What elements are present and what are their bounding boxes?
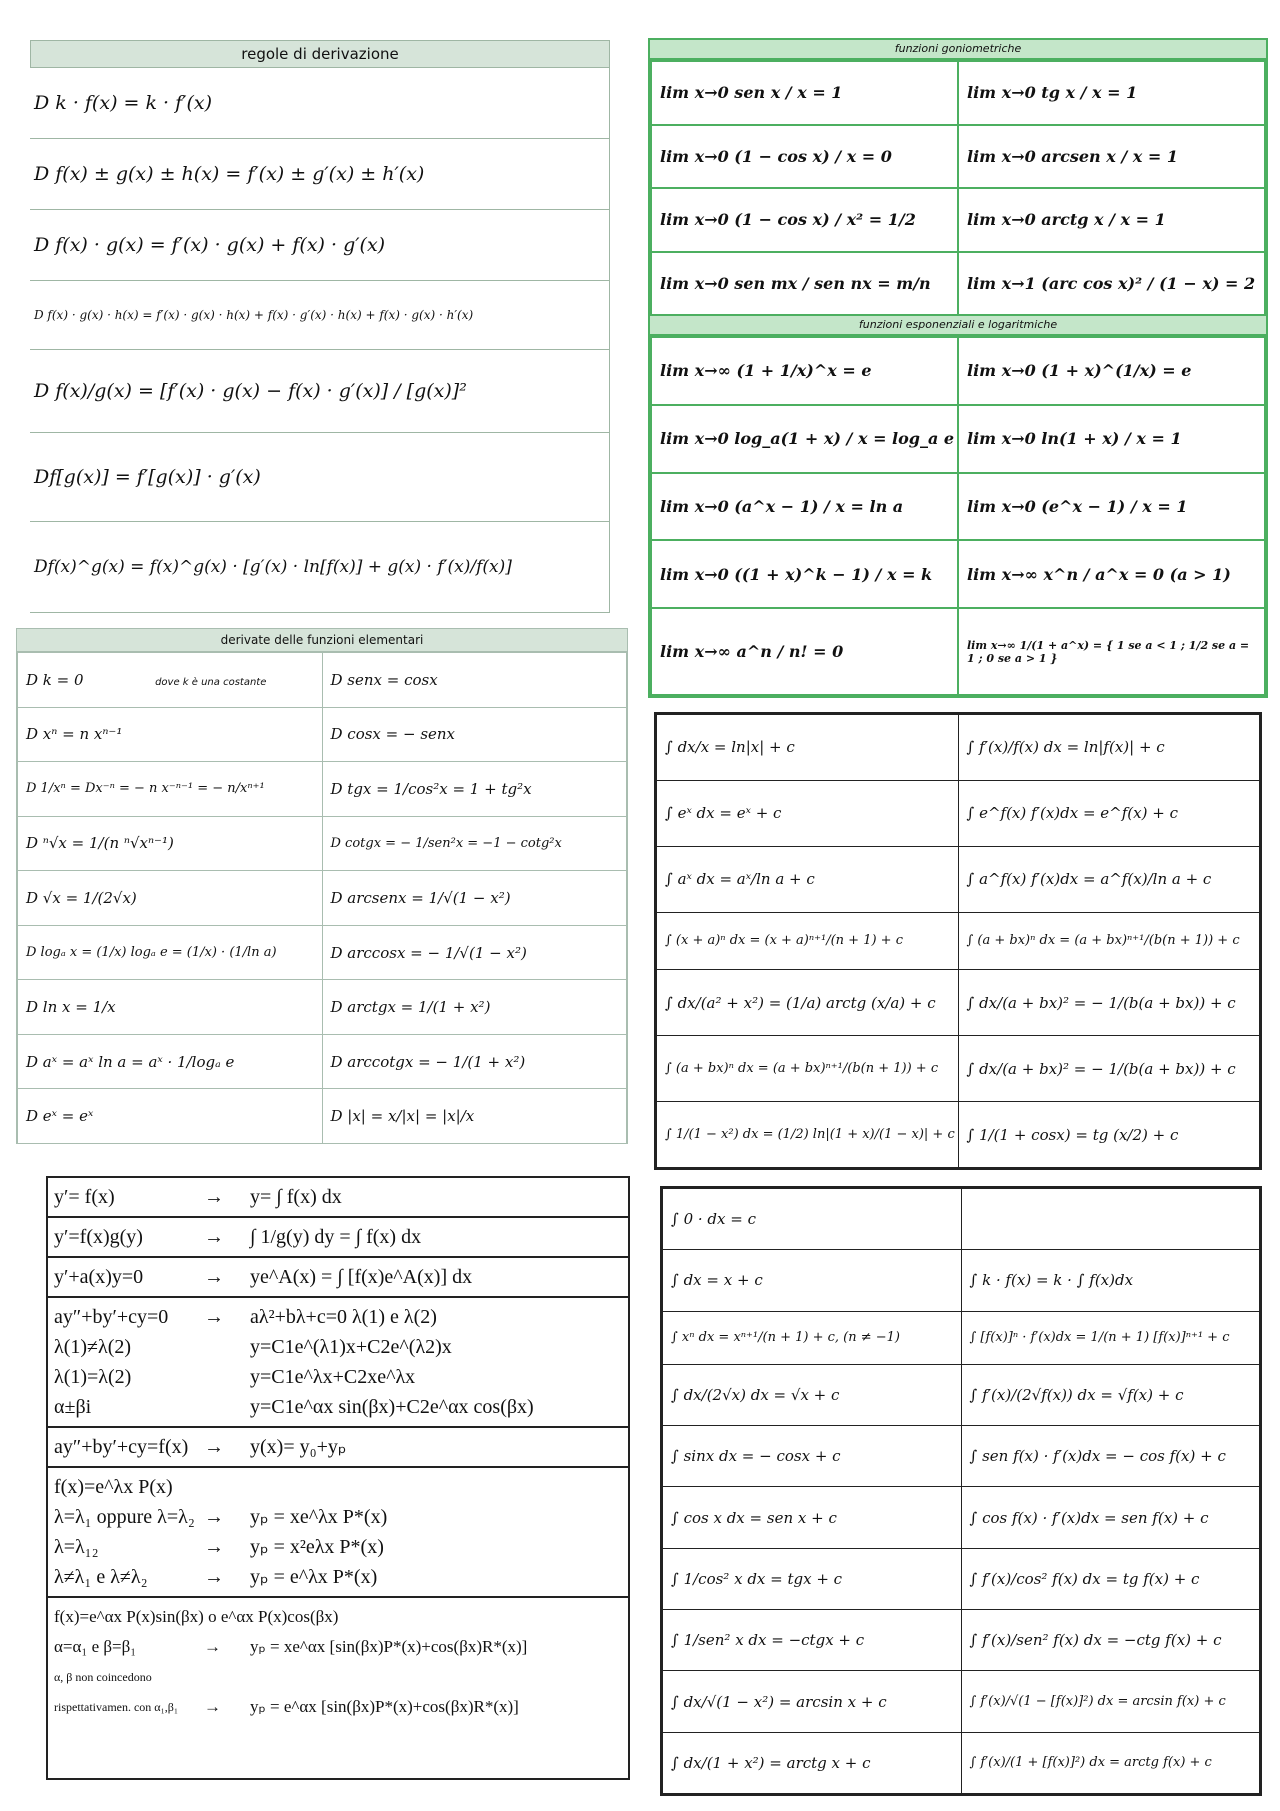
derivative-cell: D arcsenx = 1/√(1 − x²)	[322, 871, 627, 926]
integral-cell: ∫ 1/cos² x dx = tgx + c	[663, 1548, 962, 1609]
ode-section: ay″+by′+cy=0 → aλ²+bλ+c=0 λ(1) e λ(2) λ(1)≠λ(2) y=C1e^(λ1)x+C2e^(λ2)x λ(1)=λ(2) y=C1e^λx+C2xe^λx α±βi y=C1e^αx sin(βx)+C2e^αx cos(βx)	[48, 1298, 628, 1428]
limit-cell: lim x→0 arcsen x / x = 1	[958, 125, 1265, 189]
integral-cell: ∫ 1/(1 − x²) dx = (1/2) ln|(1 + x)/(1 − x)| + c	[657, 1102, 959, 1168]
integral-cell: ∫ eˣ dx = eˣ + c	[657, 780, 959, 846]
integral-cell: ∫ f′(x)/cos² f(x) dx = tg f(x) + c	[961, 1548, 1260, 1609]
gonio-title: funzioni goniometriche	[650, 40, 1266, 60]
integrals-table-2	[660, 1186, 1262, 1796]
limit-cell: lim x→0 (a^x − 1) / x = ln a	[651, 473, 958, 541]
elementary-derivatives-table	[16, 628, 628, 1144]
derivative-cell: D cotgx = − 1/sen²x = −1 − cotg²x	[322, 816, 627, 871]
integral-cell: ∫ dx/(1 + x²) = arctg x + c	[663, 1732, 962, 1793]
limit-cell: lim x→∞ x^n / a^x = 0 (a > 1)	[958, 540, 1265, 608]
integral-cell: ∫ sen f(x) · f′(x)dx = − cos f(x) + c	[961, 1426, 1260, 1487]
integral-cell: ∫ f′(x)/(1 + [f(x)]²) dx = arctg f(x) + c	[961, 1732, 1260, 1793]
limit-cell: lim x→∞ (1 + 1/x)^x = e	[651, 337, 958, 405]
integral-cell: ∫ dx/(a + bx)² = − 1/(b(a + bx)) + c	[958, 1036, 1260, 1102]
integral-cell: ∫ dx = x + c	[663, 1250, 962, 1311]
integral-cell: ∫ dx/√(1 − x²) = arcsin x + c	[663, 1671, 962, 1732]
limit-cell: lim x→1 (arc cos x)² / (1 − x) = 2	[958, 252, 1265, 316]
rule-row: D f(x) · g(x) = f′(x) · g(x) + f(x) · g′(x)	[30, 210, 610, 281]
derivative-cell: D 1/xⁿ = Dx⁻ⁿ = − n x⁻ⁿ⁻¹ = − n/xⁿ⁺¹	[18, 762, 323, 817]
rule-row: Df[g(x)] = f′[g(x)] · g′(x)	[30, 433, 610, 522]
integral-cell: ∫ dx/x = ln|x| + c	[657, 715, 959, 781]
derivative-cell: D cosx = − senx	[322, 707, 627, 762]
integral-cell: ∫ xⁿ dx = xⁿ⁺¹/(n + 1) + c, (n ≠ −1)	[663, 1311, 962, 1364]
integral-cell	[961, 1189, 1260, 1250]
limit-cell: lim x→0 sen mx / sen nx = m/n	[651, 252, 958, 316]
rule-row: D f(x) · g(x) · h(x) = f′(x) · g(x) · h(x) + f(x) · g′(x) · h(x) + f(x) · g(x) · h′(x)	[30, 281, 610, 350]
limit-cell: lim x→0 tg x / x = 1	[958, 61, 1265, 125]
constant-note: dove k è una costante	[155, 676, 267, 688]
integral-cell: ∫ f′(x)/sen² f(x) dx = −ctg f(x) + c	[961, 1610, 1260, 1671]
derivative-cell: D ⁿ√x = 1/(n ⁿ√xⁿ⁻¹)	[18, 816, 323, 871]
derivative-cell: D k = 0 dove k è una costante	[18, 653, 323, 708]
derivative-cell: D arctgx = 1/(1 + x²)	[322, 980, 627, 1035]
ode-section: ay″+by′+cy=f(x) → y(x)= y₀+yₚ	[48, 1428, 628, 1468]
derivative-cell: D aˣ = aˣ ln a = aˣ · 1/logₐ e	[18, 1034, 323, 1089]
limit-cell: lim x→0 sen x / x = 1	[651, 61, 958, 125]
integral-cell: ∫ cos x dx = sen x + c	[663, 1487, 962, 1548]
expo-title: funzioni esponenziali e logaritmiche	[650, 316, 1266, 336]
rule-row: D f(x) ± g(x) ± h(x) = f′(x) ± g′(x) ± h′(x)	[30, 139, 610, 210]
derivation-rules-table	[30, 40, 610, 610]
integral-cell: ∫ aˣ dx = aˣ/ln a + c	[657, 846, 959, 912]
rule-row: Df(x)^g(x) = f(x)^g(x) · [g′(x) · ln[f(x)] + g(x) · f′(x)/f(x)]	[30, 522, 610, 613]
limit-cell: lim x→0 ((1 + x)^k − 1) / x = k	[651, 540, 958, 608]
integrals-table-1	[654, 712, 1262, 1170]
limit-cell: lim x→0 (1 + x)^(1/x) = e	[958, 337, 1265, 405]
limit-cell: lim x→0 arctg x / x = 1	[958, 188, 1265, 252]
limit-cell: lim x→0 ln(1 + x) / x = 1	[958, 405, 1265, 473]
integral-cell: ∫ 0 · dx = c	[663, 1189, 962, 1250]
derivative-cell: D √x = 1/(2√x)	[18, 871, 323, 926]
derivative-cell: D |x| = x/|x| = |x|/x	[322, 1089, 627, 1144]
integral-cell: ∫ e^f(x) f′(x)dx = e^f(x) + c	[958, 780, 1260, 846]
limit-cell: lim x→0 (e^x − 1) / x = 1	[958, 473, 1265, 541]
integral-cell: ∫ (a + bx)ⁿ dx = (a + bx)ⁿ⁺¹/(b(n + 1)) + c	[958, 912, 1260, 969]
elementary-title: derivate delle funzioni elementari	[17, 629, 627, 652]
integral-cell: ∫ f′(x)/√(1 − [f(x)]²) dx = arcsin f(x) + c	[961, 1671, 1260, 1732]
derivative-cell: D arccotgx = − 1/(1 + x²)	[322, 1034, 627, 1089]
limit-cell: lim x→0 log_a(1 + x) / x = log_a e	[651, 405, 958, 473]
integral-cell: ∫ a^f(x) f′(x)dx = a^f(x)/ln a + c	[958, 846, 1260, 912]
derivative-cell: D logₐ x = (1/x) logₐ e = (1/x) · (1/ln a)	[18, 925, 323, 980]
integral-cell: ∫ cos f(x) · f′(x)dx = sen f(x) + c	[961, 1487, 1260, 1548]
rule-row: D f(x)/g(x) = [f′(x) · g(x) − f(x) · g′(x)] / [g(x)]²	[30, 350, 610, 433]
rules-title: regole di derivazione	[30, 40, 610, 68]
derivative-cell: D ln x = 1/x	[18, 980, 323, 1035]
limit-cell: lim x→0 (1 − cos x) / x = 0	[651, 125, 958, 189]
ode-section: y′=f(x)g(y) → ∫ 1/g(y) dy = ∫ f(x) dx	[48, 1218, 628, 1258]
ode-section: y′= f(x) → y= ∫ f(x) dx	[48, 1178, 628, 1218]
integral-cell: ∫ sinx dx = − cosx + c	[663, 1426, 962, 1487]
derivative-cell: D xⁿ = n xⁿ⁻¹	[18, 707, 323, 762]
integral-cell: ∫ dx/(2√x) dx = √x + c	[663, 1364, 962, 1425]
rule-row: D k · f(x) = k · f′(x)	[30, 68, 610, 139]
ode-section: y′+a(x)y=0 → ye^A(x) = ∫ [f(x)e^A(x)] dx	[48, 1258, 628, 1298]
limits-table	[648, 38, 1268, 698]
integral-cell: ∫ f′(x)/(2√f(x)) dx = √f(x) + c	[961, 1364, 1260, 1425]
ode-section: f(x)=e^αx P(x)sin(βx) o e^αx P(x)cos(βx) α=α₁ e β=β₁ → yₚ = xe^αx [sin(βx)P*(x)+cos(βx)R*(x)] α, β non coincedono rispettativamen. con α₁,β₁ → yₚ = e^αx [sin(βx)P*(x)+cos(βx)R*(x)]	[54, 1607, 528, 1716]
integral-cell: ∫ [f(x)]ⁿ · f′(x)dx = 1/(n + 1) [f(x)]ⁿ⁺¹ + c	[961, 1311, 1260, 1364]
integral-cell: ∫ (a + bx)ⁿ dx = (a + bx)ⁿ⁺¹/(b(n + 1)) + c	[657, 1036, 959, 1102]
ode-section: f(x)=e^λx P(x) λ=λ₁ oppure λ=λ₂ → yₚ = xe^λx P*(x) λ=λ₁₂ → yₚ = x²eλx P*(x) λ≠λ₁ e λ≠λ₂ → yₚ = e^λx P*(x)	[48, 1468, 628, 1598]
integral-cell: ∫ f′(x)/f(x) dx = ln|f(x)| + c	[958, 715, 1260, 781]
integral-cell: ∫ dx/(a² + x²) = (1/a) arctg (x/a) + c	[657, 970, 959, 1036]
integral-cell: ∫ 1/sen² x dx = −ctgx + c	[663, 1610, 962, 1671]
derivative-cell: D senx = cosx	[322, 653, 627, 708]
derivative-cell: D arccosx = − 1/√(1 − x²)	[322, 925, 627, 980]
limit-cell: lim x→∞ a^n / n! = 0	[651, 608, 958, 695]
derivative-cell: D tgx = 1/cos²x = 1 + tg²x	[322, 762, 627, 817]
derivative-cell: D eˣ = eˣ	[18, 1089, 323, 1144]
integral-cell: ∫ k · f(x) = k · ∫ f(x)dx	[961, 1250, 1260, 1311]
limit-cell: lim x→0 (1 − cos x) / x² = 1/2	[651, 188, 958, 252]
integral-cell: ∫ (x + a)ⁿ dx = (x + a)ⁿ⁺¹/(n + 1) + c	[657, 912, 959, 969]
limit-cell: lim x→∞ 1/(1 + a^x) = { 1 se a < 1 ; 1/2 se a = 1 ; 0 se a > 1 }	[958, 608, 1265, 695]
integral-cell: ∫ dx/(a + bx)² = − 1/(b(a + bx)) + c	[958, 970, 1260, 1036]
integral-cell: ∫ 1/(1 + cosx) = tg (x/2) + c	[958, 1102, 1260, 1168]
differential-equations-box	[46, 1176, 630, 1780]
